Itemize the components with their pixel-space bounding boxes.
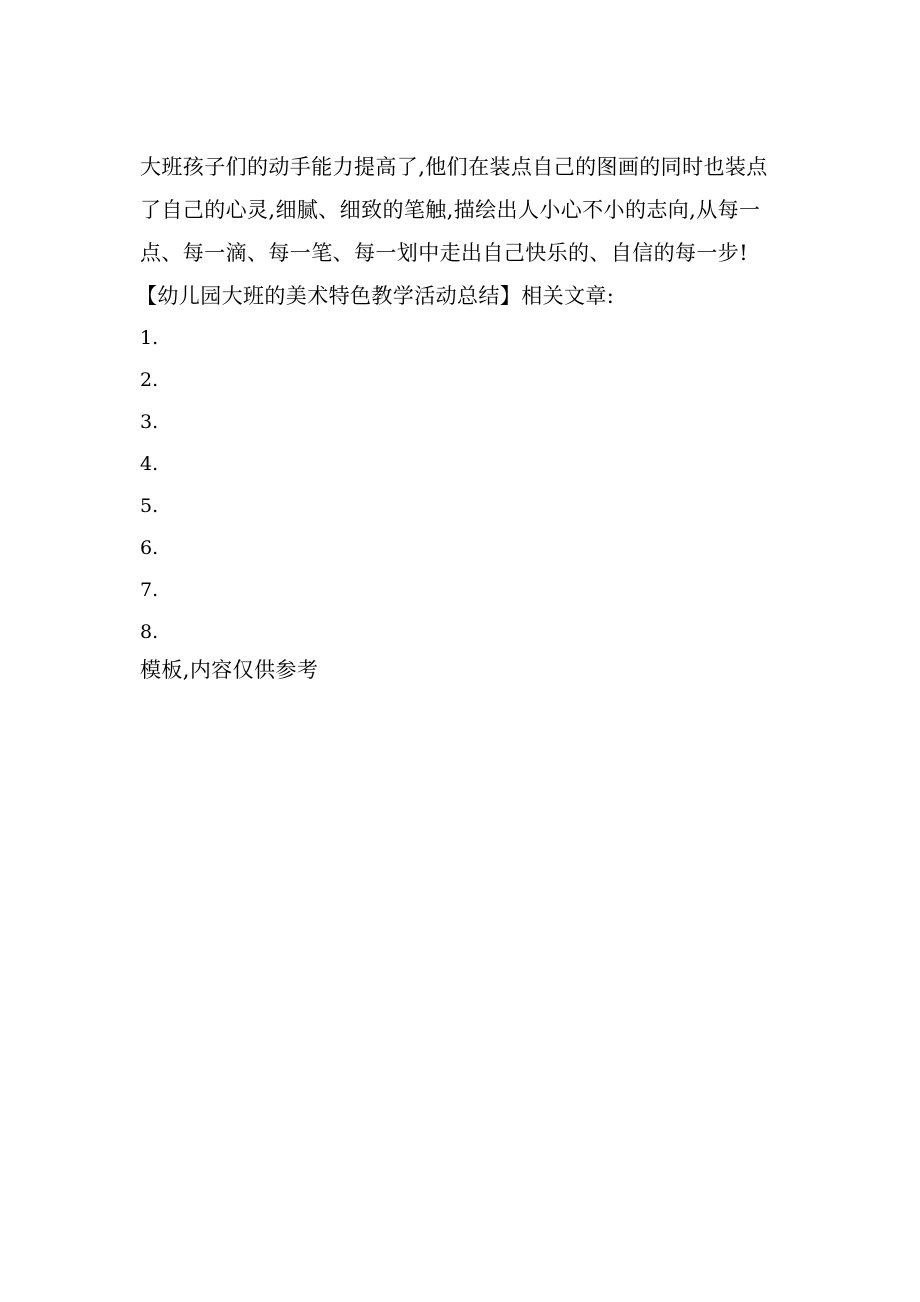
list-item: 6. [140, 537, 159, 559]
document-body [136, 146, 780, 687]
paragraph-line: 点、每一滴、每一笔、每一划中走出自己快乐的、自信的每一步! [140, 241, 749, 265]
summary-paragraph [140, 146, 780, 275]
list-item: 5. [140, 495, 159, 517]
list-item: 3. [140, 411, 159, 433]
list-item: 1. [140, 327, 159, 349]
list-item: 4. [140, 453, 159, 475]
paragraph-line: 了自己的心灵,细腻、细致的笔触,描绘出人小心不小的志向,从每一 [140, 198, 761, 222]
paragraph-line: 大班孩子们的动手能力提高了,他们在装点自己的图画的同时也装点 [140, 155, 768, 179]
list-item: 8. [140, 621, 159, 643]
list-item: 2. [140, 369, 159, 391]
template-disclaimer: 模板,内容仅供参考 [140, 658, 319, 682]
list-item: 7. [140, 579, 159, 601]
related-articles-heading: 【幼儿园大班的美术特色教学活动总结】相关文章: [136, 284, 615, 308]
related-articles-list [140, 317, 780, 653]
